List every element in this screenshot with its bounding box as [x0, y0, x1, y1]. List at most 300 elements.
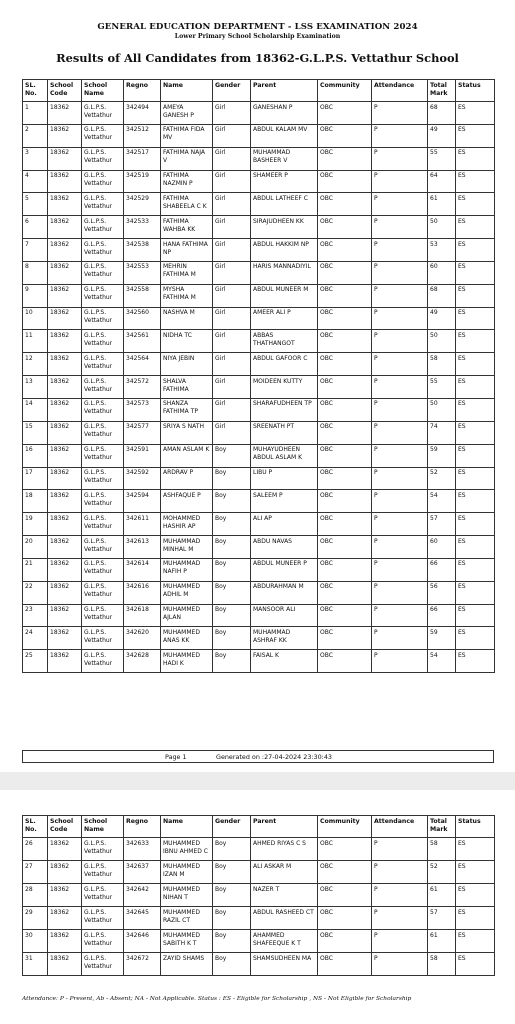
- column-header-attendance: Attendance: [372, 816, 428, 838]
- cell-community: OBC: [318, 930, 372, 953]
- cell-school-name: G.L.P.S. Vettathur: [82, 398, 124, 421]
- cell-total-mark: 52: [428, 861, 456, 884]
- cell-sl-no: 17: [23, 467, 48, 490]
- table-body: [23, 838, 495, 976]
- cell-school-name: G.L.P.S. Vettathur: [82, 884, 124, 907]
- cell-school-code: 18362: [48, 953, 82, 976]
- cell-school-code: 18362: [48, 513, 82, 536]
- cell-regno: 342573: [124, 398, 161, 421]
- cell-sl-no: 11: [23, 330, 48, 353]
- cell-total-mark: 66: [428, 604, 456, 627]
- cell-total-mark: 57: [428, 513, 456, 536]
- cell-school-code: 18362: [48, 102, 82, 125]
- cell-gender: Girl: [213, 421, 251, 444]
- cell-attendance: P: [372, 650, 428, 673]
- cell-school-code: 18362: [48, 284, 82, 307]
- cell-status: ES: [456, 513, 495, 536]
- cell-school-code: 18362: [48, 907, 82, 930]
- cell-sl-no: 3: [23, 147, 48, 170]
- column-header-community: Community: [318, 816, 372, 838]
- cell-name: FATHIMA WAHBA KK: [161, 216, 213, 239]
- column-header-school-name: School Name: [82, 816, 124, 838]
- cell-attendance: P: [372, 444, 428, 467]
- cell-status: ES: [456, 444, 495, 467]
- cell-parent: MUHAMMAD ASHRAF KK: [251, 627, 318, 650]
- cell-gender: Girl: [213, 102, 251, 125]
- cell-status: ES: [456, 421, 495, 444]
- cell-parent: ABDUL MUNEER P: [251, 558, 318, 581]
- cell-total-mark: 60: [428, 261, 456, 284]
- cell-total-mark: 59: [428, 444, 456, 467]
- cell-parent: ABBAS THATHANGOT: [251, 330, 318, 353]
- cell-name: ASHFAQUE P: [161, 490, 213, 513]
- cell-status: ES: [456, 490, 495, 513]
- cell-attendance: P: [372, 884, 428, 907]
- cell-school-name: G.L.P.S. Vettathur: [82, 261, 124, 284]
- cell-name: MUHAMMED ADHIL M: [161, 581, 213, 604]
- cell-attendance: P: [372, 558, 428, 581]
- cell-community: OBC: [318, 536, 372, 559]
- cell-school-code: 18362: [48, 170, 82, 193]
- table-row: [23, 239, 495, 262]
- cell-school-code: 18362: [48, 353, 82, 376]
- cell-name: MOHAMMED HASHIR AP: [161, 513, 213, 536]
- cell-school-name: G.L.P.S. Vettathur: [82, 513, 124, 536]
- cell-school-name: G.L.P.S. Vettathur: [82, 838, 124, 861]
- cell-school-code: 18362: [48, 861, 82, 884]
- table-row: [23, 467, 495, 490]
- cell-community: OBC: [318, 861, 372, 884]
- cell-parent: MUHAYUDHEEN ABDUL ASLAM K: [251, 444, 318, 467]
- cell-regno: 342560: [124, 307, 161, 330]
- cell-gender: Girl: [213, 261, 251, 284]
- cell-gender: Boy: [213, 558, 251, 581]
- cell-sl-no: 1: [23, 102, 48, 125]
- column-header-status: Status: [456, 80, 495, 102]
- cell-school-name: G.L.P.S. Vettathur: [82, 421, 124, 444]
- cell-sl-no: 30: [23, 930, 48, 953]
- cell-regno: 342616: [124, 581, 161, 604]
- cell-school-code: 18362: [48, 930, 82, 953]
- generated-timestamp: Generated on :27-04-2024 23:30:43: [216, 753, 332, 761]
- results-table-page-1: [22, 79, 495, 673]
- cell-total-mark: 54: [428, 650, 456, 673]
- cell-school-code: 18362: [48, 421, 82, 444]
- cell-total-mark: 50: [428, 398, 456, 421]
- table-row: [23, 353, 495, 376]
- cell-school-code: 18362: [48, 398, 82, 421]
- cell-total-mark: 52: [428, 467, 456, 490]
- cell-regno: 342533: [124, 216, 161, 239]
- cell-name: MUHAMMED ANAS KK: [161, 627, 213, 650]
- cell-regno: 342611: [124, 513, 161, 536]
- cell-parent: ALI ASKAR M: [251, 861, 318, 884]
- cell-attendance: P: [372, 124, 428, 147]
- cell-total-mark: 61: [428, 884, 456, 907]
- cell-parent: ABDUL KALAM MV: [251, 124, 318, 147]
- cell-parent: MOIDEEN KUTTY: [251, 376, 318, 399]
- cell-total-mark: 60: [428, 536, 456, 559]
- cell-community: OBC: [318, 398, 372, 421]
- cell-regno: 342620: [124, 627, 161, 650]
- cell-regno: 342614: [124, 558, 161, 581]
- cell-total-mark: 58: [428, 838, 456, 861]
- cell-gender: Girl: [213, 193, 251, 216]
- cell-regno: 342558: [124, 284, 161, 307]
- column-header-school-name: School Name: [82, 80, 124, 102]
- cell-community: OBC: [318, 124, 372, 147]
- cell-parent: ABDU NAVAS: [251, 536, 318, 559]
- cell-community: OBC: [318, 307, 372, 330]
- cell-school-code: 18362: [48, 650, 82, 673]
- cell-status: ES: [456, 216, 495, 239]
- cell-parent: LIBU P: [251, 467, 318, 490]
- table-row: [23, 953, 495, 976]
- cell-name: MUHAMMED SABITH K T: [161, 930, 213, 953]
- cell-sl-no: 12: [23, 353, 48, 376]
- cell-name: ARDRAV P: [161, 467, 213, 490]
- cell-name: NIYA JEBIN: [161, 353, 213, 376]
- cell-total-mark: 53: [428, 239, 456, 262]
- cell-attendance: P: [372, 261, 428, 284]
- table-row: [23, 102, 495, 125]
- cell-regno: 342577: [124, 421, 161, 444]
- table-row: [23, 884, 495, 907]
- results-title: Results of All Candidates from 18362-G.L.P.S. Vettathur School: [56, 51, 459, 65]
- cell-school-code: 18362: [48, 444, 82, 467]
- cell-parent: SREENATH PT: [251, 421, 318, 444]
- cell-community: OBC: [318, 884, 372, 907]
- cell-name: AMEYA GANESH P: [161, 102, 213, 125]
- cell-attendance: P: [372, 930, 428, 953]
- cell-gender: Boy: [213, 650, 251, 673]
- table-row: [23, 930, 495, 953]
- cell-attendance: P: [372, 513, 428, 536]
- cell-school-code: 18362: [48, 124, 82, 147]
- cell-status: ES: [456, 353, 495, 376]
- column-header-regno: Regno: [124, 80, 161, 102]
- cell-status: ES: [456, 170, 495, 193]
- cell-gender: Girl: [213, 147, 251, 170]
- cell-total-mark: 56: [428, 581, 456, 604]
- cell-total-mark: 49: [428, 307, 456, 330]
- cell-total-mark: 54: [428, 490, 456, 513]
- cell-parent: GANESHAN P: [251, 102, 318, 125]
- cell-status: ES: [456, 627, 495, 650]
- cell-sl-no: 29: [23, 907, 48, 930]
- cell-community: OBC: [318, 838, 372, 861]
- cell-total-mark: 50: [428, 216, 456, 239]
- department-title: GENERAL EDUCATION DEPARTMENT - LSS EXAMINATION 2024: [97, 22, 418, 32]
- cell-name: NIDHA TC: [161, 330, 213, 353]
- cell-name: MUHAMMED RAZIL CT: [161, 907, 213, 930]
- cell-sl-no: 2: [23, 124, 48, 147]
- table-row: [23, 330, 495, 353]
- cell-community: OBC: [318, 650, 372, 673]
- cell-attendance: P: [372, 376, 428, 399]
- cell-name: SHANZA FATHIMA TP: [161, 398, 213, 421]
- cell-parent: SIRAJUDHEEN KK: [251, 216, 318, 239]
- cell-sl-no: 10: [23, 307, 48, 330]
- column-header-gender: Gender: [213, 80, 251, 102]
- cell-name: MYSHA FATHIMA M: [161, 284, 213, 307]
- cell-school-name: G.L.P.S. Vettathur: [82, 930, 124, 953]
- cell-school-code: 18362: [48, 838, 82, 861]
- cell-gender: Girl: [213, 239, 251, 262]
- cell-school-name: G.L.P.S. Vettathur: [82, 604, 124, 627]
- table-row: [23, 627, 495, 650]
- cell-school-name: G.L.P.S. Vettathur: [82, 353, 124, 376]
- cell-gender: Boy: [213, 490, 251, 513]
- cell-total-mark: 58: [428, 353, 456, 376]
- cell-gender: Boy: [213, 444, 251, 467]
- table-row: [23, 216, 495, 239]
- cell-status: ES: [456, 861, 495, 884]
- cell-school-code: 18362: [48, 627, 82, 650]
- cell-school-name: G.L.P.S. Vettathur: [82, 444, 124, 467]
- cell-community: OBC: [318, 444, 372, 467]
- table-row: [23, 861, 495, 884]
- cell-gender: Boy: [213, 581, 251, 604]
- cell-sl-no: 23: [23, 604, 48, 627]
- page-footer: [22, 750, 494, 763]
- cell-sl-no: 20: [23, 536, 48, 559]
- cell-attendance: P: [372, 353, 428, 376]
- cell-school-code: 18362: [48, 307, 82, 330]
- cell-school-name: G.L.P.S. Vettathur: [82, 650, 124, 673]
- cell-name: MUHAMMED AJLAN: [161, 604, 213, 627]
- cell-school-code: 18362: [48, 490, 82, 513]
- cell-gender: Girl: [213, 398, 251, 421]
- cell-attendance: P: [372, 581, 428, 604]
- page-number: Page 1: [165, 753, 187, 761]
- cell-school-name: G.L.P.S. Vettathur: [82, 490, 124, 513]
- cell-community: OBC: [318, 330, 372, 353]
- column-header-status: Status: [456, 816, 495, 838]
- cell-parent: SHAMSUDHEEN MA: [251, 953, 318, 976]
- cell-regno: 342519: [124, 170, 161, 193]
- cell-parent: AHMED RIYAS C S: [251, 838, 318, 861]
- table-row: [23, 170, 495, 193]
- cell-status: ES: [456, 376, 495, 399]
- table-row: [23, 558, 495, 581]
- cell-status: ES: [456, 398, 495, 421]
- cell-community: OBC: [318, 216, 372, 239]
- cell-sl-no: 18: [23, 490, 48, 513]
- cell-school-name: G.L.P.S. Vettathur: [82, 627, 124, 650]
- cell-name: FATHIMA FIDA MV: [161, 124, 213, 147]
- cell-school-name: G.L.P.S. Vettathur: [82, 170, 124, 193]
- table-row: [23, 838, 495, 861]
- cell-sl-no: 6: [23, 216, 48, 239]
- cell-regno: 342561: [124, 330, 161, 353]
- cell-gender: Girl: [213, 330, 251, 353]
- cell-sl-no: 15: [23, 421, 48, 444]
- cell-name: MUHAMMAD NAFIH P: [161, 558, 213, 581]
- cell-name: MUHAMMED IBNU AHMED C: [161, 838, 213, 861]
- cell-status: ES: [456, 581, 495, 604]
- cell-community: OBC: [318, 604, 372, 627]
- cell-school-name: G.L.P.S. Vettathur: [82, 216, 124, 239]
- cell-status: ES: [456, 558, 495, 581]
- results-table-page-2: [22, 815, 495, 976]
- table-row: [23, 147, 495, 170]
- cell-school-code: 18362: [48, 604, 82, 627]
- table-row: [23, 907, 495, 930]
- column-header-sl-no: SL. No.: [23, 80, 48, 102]
- cell-total-mark: 66: [428, 558, 456, 581]
- column-header-parent: Parent: [251, 80, 318, 102]
- cell-status: ES: [456, 536, 495, 559]
- cell-school-name: G.L.P.S. Vettathur: [82, 307, 124, 330]
- cell-school-name: G.L.P.S. Vettathur: [82, 102, 124, 125]
- cell-status: ES: [456, 102, 495, 125]
- cell-attendance: P: [372, 398, 428, 421]
- cell-sl-no: 14: [23, 398, 48, 421]
- table-row: [23, 650, 495, 673]
- cell-total-mark: 64: [428, 170, 456, 193]
- cell-community: OBC: [318, 261, 372, 284]
- cell-regno: 342564: [124, 353, 161, 376]
- table-row: [23, 284, 495, 307]
- cell-parent: SHAMEER P: [251, 170, 318, 193]
- column-header-gender: Gender: [213, 816, 251, 838]
- cell-regno: 342538: [124, 239, 161, 262]
- cell-parent: ABDUL LATHEEF C: [251, 193, 318, 216]
- cell-name: SRIYA S NATH: [161, 421, 213, 444]
- cell-school-name: G.L.P.S. Vettathur: [82, 581, 124, 604]
- cell-status: ES: [456, 124, 495, 147]
- cell-parent: ABDUL MUNEER M: [251, 284, 318, 307]
- legend-note: Attendance: P - Present, Ab - Absent; NA - Not Applicable. Status : ES - Eligible for Scholarship , NS - Not Eligible for Scholarship: [22, 996, 412, 1002]
- cell-total-mark: 68: [428, 102, 456, 125]
- cell-school-name: G.L.P.S. Vettathur: [82, 907, 124, 930]
- cell-regno: 342529: [124, 193, 161, 216]
- cell-parent: ABDUL GAFOOR C: [251, 353, 318, 376]
- cell-attendance: P: [372, 953, 428, 976]
- cell-sl-no: 31: [23, 953, 48, 976]
- cell-school-name: G.L.P.S. Vettathur: [82, 861, 124, 884]
- cell-community: OBC: [318, 421, 372, 444]
- cell-sl-no: 4: [23, 170, 48, 193]
- cell-attendance: P: [372, 239, 428, 262]
- cell-school-code: 18362: [48, 147, 82, 170]
- cell-school-code: 18362: [48, 536, 82, 559]
- cell-regno: 342591: [124, 444, 161, 467]
- cell-regno: 342633: [124, 838, 161, 861]
- cell-status: ES: [456, 838, 495, 861]
- cell-regno: 342646: [124, 930, 161, 953]
- cell-status: ES: [456, 307, 495, 330]
- cell-community: OBC: [318, 581, 372, 604]
- column-header-regno: Regno: [124, 816, 161, 838]
- table-row: [23, 513, 495, 536]
- cell-status: ES: [456, 330, 495, 353]
- cell-regno: 342618: [124, 604, 161, 627]
- cell-school-name: G.L.P.S. Vettathur: [82, 193, 124, 216]
- cell-regno: 342517: [124, 147, 161, 170]
- cell-status: ES: [456, 930, 495, 953]
- cell-name: MUHAMMED IZAN M: [161, 861, 213, 884]
- table-header-row: [23, 80, 495, 102]
- cell-community: OBC: [318, 513, 372, 536]
- cell-community: OBC: [318, 353, 372, 376]
- cell-school-name: G.L.P.S. Vettathur: [82, 536, 124, 559]
- cell-name: MEHRIN FATHIMA M: [161, 261, 213, 284]
- cell-name: FATHIMA NAZMIN P: [161, 170, 213, 193]
- cell-status: ES: [456, 147, 495, 170]
- cell-school-code: 18362: [48, 558, 82, 581]
- cell-parent: SALEEM P: [251, 490, 318, 513]
- cell-regno: 342512: [124, 124, 161, 147]
- cell-parent: ABDURAHMAN M: [251, 581, 318, 604]
- cell-gender: Boy: [213, 930, 251, 953]
- column-header-school-code: School Code: [48, 816, 82, 838]
- cell-gender: Girl: [213, 284, 251, 307]
- cell-school-name: G.L.P.S. Vettathur: [82, 284, 124, 307]
- cell-regno: 342553: [124, 261, 161, 284]
- cell-school-code: 18362: [48, 467, 82, 490]
- cell-regno: 342642: [124, 884, 161, 907]
- cell-attendance: P: [372, 907, 428, 930]
- cell-community: OBC: [318, 627, 372, 650]
- column-header-sl-no: SL. No.: [23, 816, 48, 838]
- cell-community: OBC: [318, 558, 372, 581]
- cell-gender: Boy: [213, 513, 251, 536]
- cell-attendance: P: [372, 170, 428, 193]
- table-body: [23, 102, 495, 673]
- cell-name: HANA FATHIMA NP: [161, 239, 213, 262]
- cell-gender: Boy: [213, 604, 251, 627]
- cell-gender: Boy: [213, 467, 251, 490]
- cell-sl-no: 26: [23, 838, 48, 861]
- cell-sl-no: 22: [23, 581, 48, 604]
- cell-gender: Boy: [213, 838, 251, 861]
- cell-gender: Girl: [213, 170, 251, 193]
- cell-gender: Boy: [213, 536, 251, 559]
- cell-parent: ABDUL HAKKIM NP: [251, 239, 318, 262]
- cell-regno: 342494: [124, 102, 161, 125]
- cell-community: OBC: [318, 907, 372, 930]
- cell-sl-no: 8: [23, 261, 48, 284]
- table-row: [23, 444, 495, 467]
- cell-regno: 342672: [124, 953, 161, 976]
- table-row: [23, 421, 495, 444]
- table-row: [23, 193, 495, 216]
- cell-school-name: G.L.P.S. Vettathur: [82, 147, 124, 170]
- cell-total-mark: 49: [428, 124, 456, 147]
- cell-school-name: G.L.P.S. Vettathur: [82, 953, 124, 976]
- cell-regno: 342594: [124, 490, 161, 513]
- cell-total-mark: 58: [428, 953, 456, 976]
- table-row: [23, 124, 495, 147]
- cell-school-name: G.L.P.S. Vettathur: [82, 330, 124, 353]
- cell-school-code: 18362: [48, 376, 82, 399]
- cell-attendance: P: [372, 307, 428, 330]
- cell-parent: AHAMMED SHAFEEQUE K T: [251, 930, 318, 953]
- column-header-school-code: School Code: [48, 80, 82, 102]
- cell-school-code: 18362: [48, 239, 82, 262]
- cell-regno: 342645: [124, 907, 161, 930]
- cell-regno: 342637: [124, 861, 161, 884]
- cell-sl-no: 21: [23, 558, 48, 581]
- cell-parent: NAZER T: [251, 884, 318, 907]
- cell-gender: Boy: [213, 861, 251, 884]
- cell-name: MUHAMMAD MINHAL M: [161, 536, 213, 559]
- exam-subtitle: Lower Primary School Scholarship Examination: [174, 33, 341, 40]
- cell-total-mark: 59: [428, 627, 456, 650]
- cell-attendance: P: [372, 536, 428, 559]
